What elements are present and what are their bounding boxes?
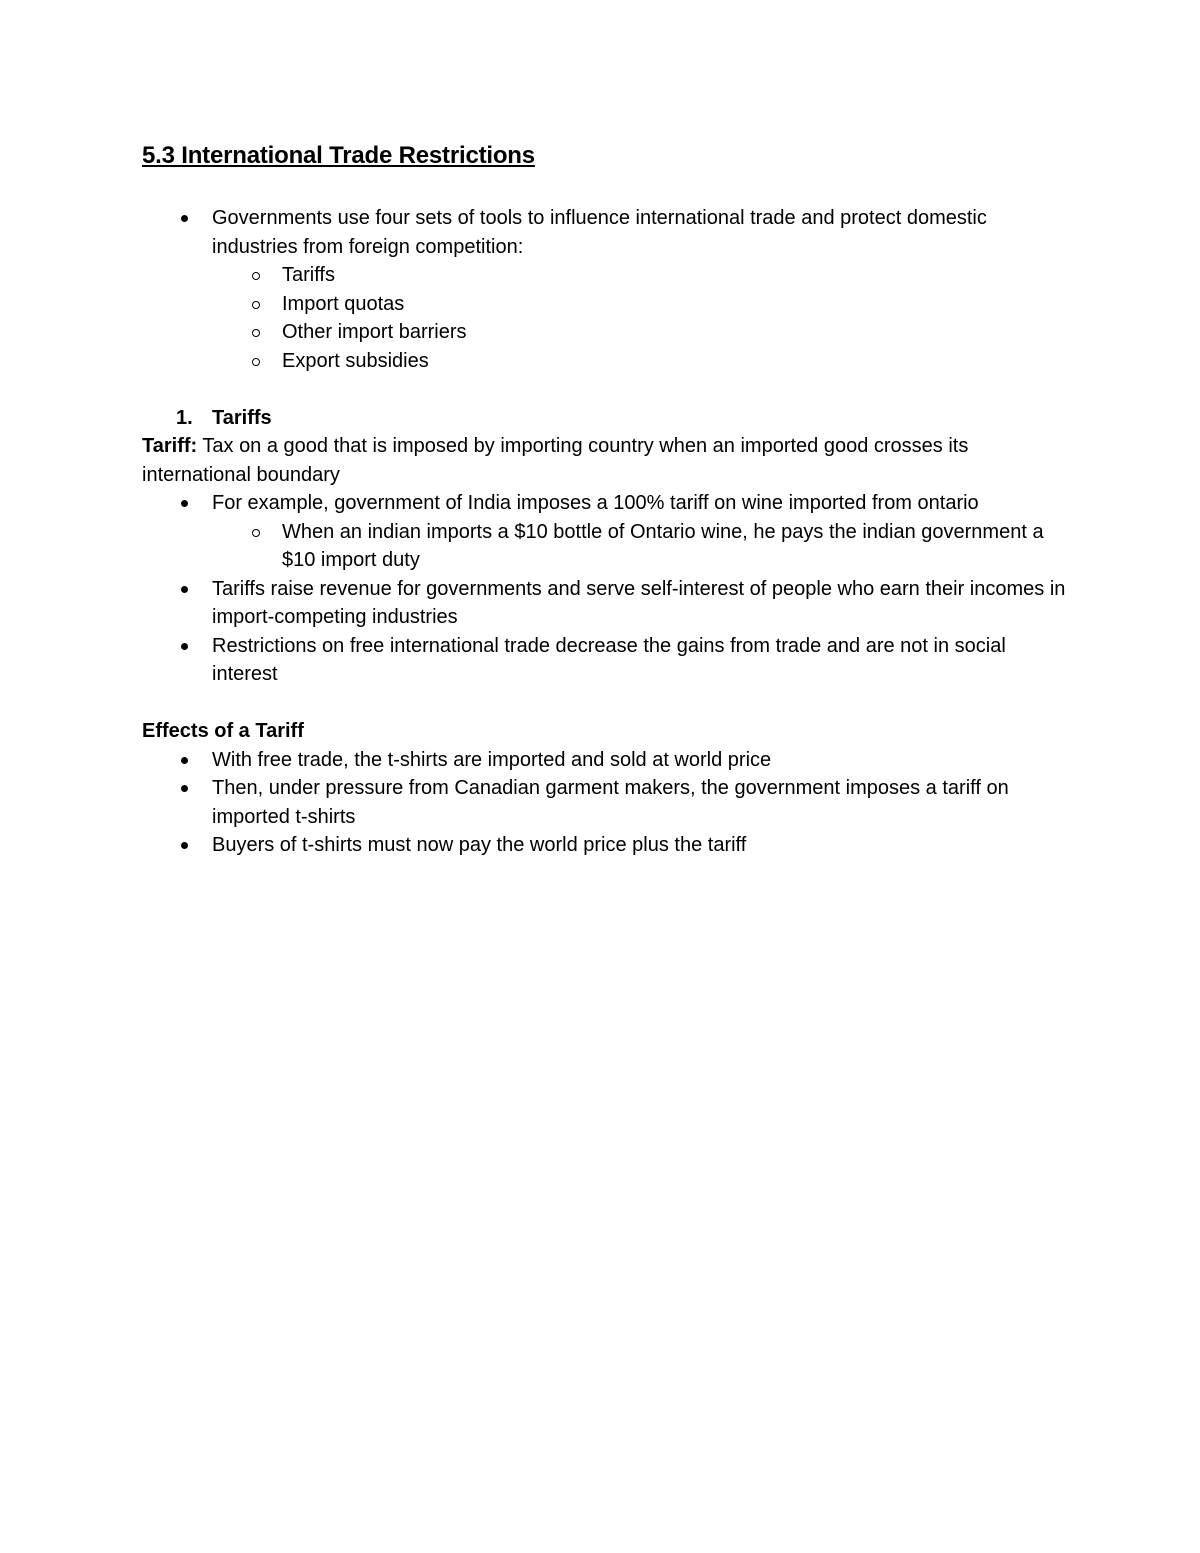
tariff-definition <box>142 432 1072 489</box>
list-item <box>142 518 1072 575</box>
effects-bullet-text: With free trade, the t-shirts are imported and sold at world price <box>212 748 772 771</box>
bullet-circle-icon <box>252 272 260 280</box>
tariff-list <box>142 489 1072 518</box>
tool-item-other-barriers: Other import barriers <box>282 321 467 343</box>
section-number: 1. <box>176 406 193 429</box>
intro-list <box>142 204 1072 261</box>
tariff-bullet-text: Restrictions on free international trade decrease the gains from trade and are not in social interest <box>212 634 1006 685</box>
list-item <box>142 575 1072 632</box>
list-item <box>142 489 1072 518</box>
intro-bullet-text: Governments use four sets of tools to influence international trade and protect domestic industries from foreign competition: <box>212 207 987 258</box>
list-item <box>142 347 1072 376</box>
bullet-disc-icon <box>181 215 188 222</box>
tool-item-import-quotas: Import quotas <box>282 292 405 315</box>
bullet-disc-icon <box>181 785 188 792</box>
effects-bullet-text: Buyers of t-shirts must now pay the world price plus the tariff <box>212 834 747 856</box>
section-heading-tariffs <box>142 404 1072 433</box>
effects-bullet-text: Then, under pressure from Canadian garment makers, the government imposes a tariff on imported t-shirts <box>212 777 1009 828</box>
tool-item-tariffs: Tariffs <box>282 264 335 286</box>
bullet-circle-icon <box>252 301 260 309</box>
list-item <box>142 774 1072 831</box>
bullet-disc-icon <box>181 500 188 507</box>
list-item <box>142 831 1072 860</box>
list-item <box>142 290 1072 319</box>
document-page <box>142 138 1072 860</box>
tariff-sublist <box>142 518 1072 575</box>
bullet-disc-icon <box>181 643 188 650</box>
bullet-circle-icon <box>252 529 260 537</box>
page-title: 5.3 International Trade Restrictions <box>142 142 535 169</box>
list-item <box>142 632 1072 689</box>
bullet-disc-icon <box>181 842 188 849</box>
definition-text: Tax on a good that is imposed by importing country when an imported good crosses its international boundary <box>142 435 969 486</box>
effects-list <box>142 746 1072 860</box>
tariff-bullet-text: Tariffs raise revenue for governments and serve self-interest of people who earn their incomes in import-competing industries <box>212 577 1066 628</box>
list-item <box>142 261 1072 290</box>
tariff-bullet-text: For example, government of India imposes a 100% tariff on wine imported from ontario <box>212 492 979 514</box>
bullet-circle-icon <box>252 358 260 366</box>
definition-label: Tariff: <box>142 435 198 457</box>
tool-item-export-subsidies: Export subsidies <box>282 349 429 372</box>
bullet-circle-icon <box>252 329 260 337</box>
list-item <box>142 204 1072 261</box>
tariff-subbullet-text: When an indian imports a $10 bottle of Ontario wine, he pays the indian government a $10 import duty <box>282 520 1044 571</box>
bullet-disc-icon <box>181 757 188 764</box>
bullet-disc-icon <box>181 586 188 593</box>
effects-heading: Effects of a Tariff <box>142 720 304 742</box>
tariff-list-continued <box>142 575 1072 689</box>
section-heading-text: Tariffs <box>212 406 272 429</box>
list-item <box>142 746 1072 775</box>
list-item <box>142 318 1072 347</box>
tools-list <box>142 261 1072 375</box>
